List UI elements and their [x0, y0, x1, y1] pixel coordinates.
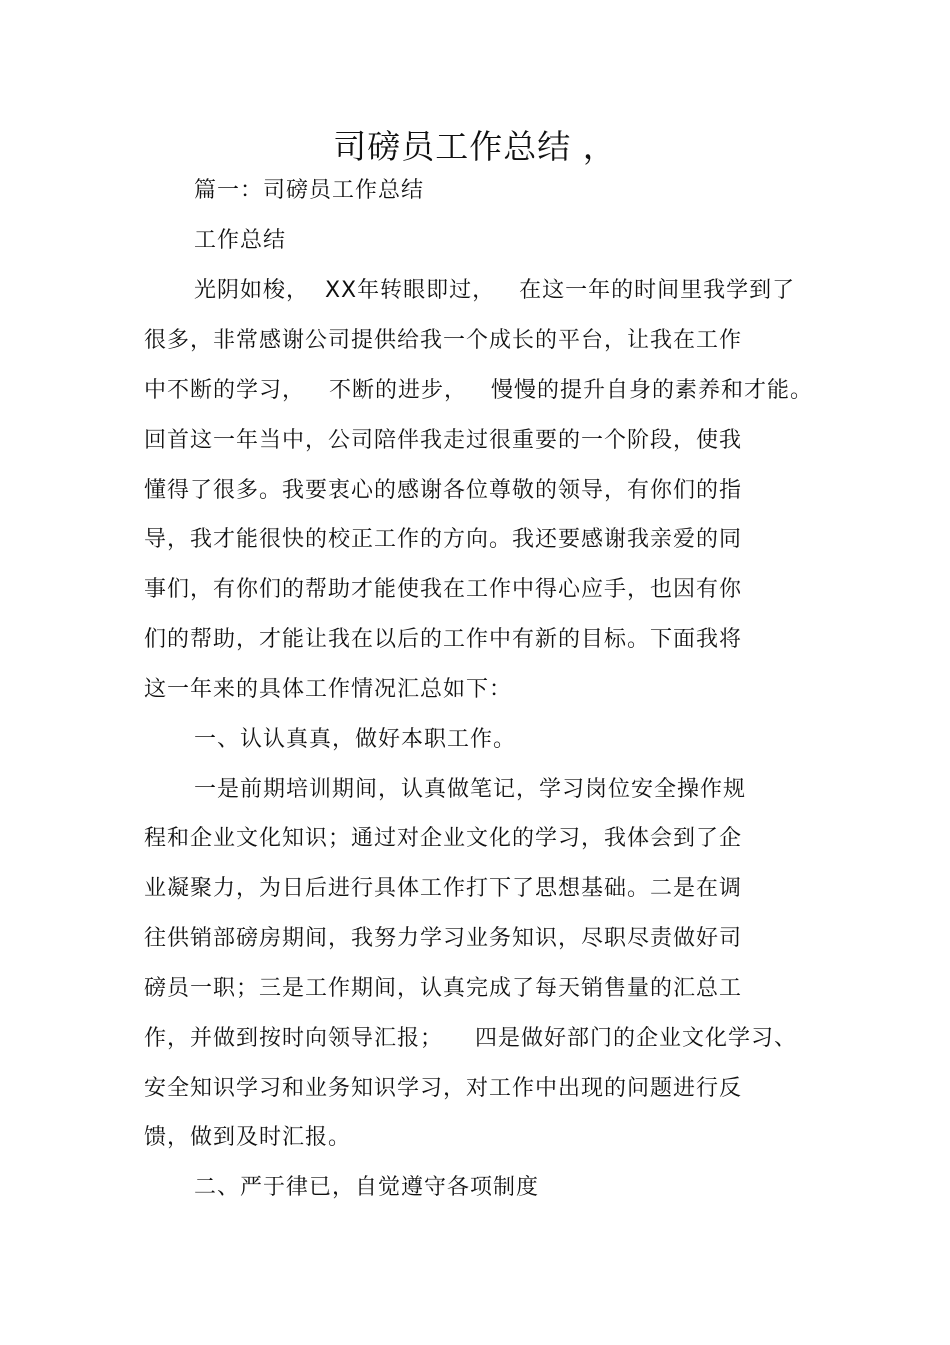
paragraph-line: 光阴如梭， XX年转眼即过， 在这一年的时间里我学到了 [194, 278, 796, 303]
paragraph-line: 很多，非常感谢公司提供给我一个成长的平台，让我在工作 [144, 328, 743, 353]
paragraph-line: 事们，有你们的帮助才能使我在工作中得心应手，也因有你 [144, 577, 743, 602]
paragraph-line: 作，并做到按时向领导汇报； 四是做好部门的企业文化学习、 [144, 1026, 797, 1051]
document-title: 司磅员工作总结 ， [333, 127, 617, 166]
paragraph-line: 回首这一年当中，公司陪伴我走过很重要的一个阶段，使我 [144, 428, 743, 453]
sub-heading: 工作总结 [194, 228, 287, 253]
paragraph-line: 业凝聚力，为日后进行具体工作打下了思想基础。二是在调 [144, 876, 743, 901]
paragraph-line: 安全知识学习和业务知识学习，对工作中出现的问题进行反 [144, 1076, 743, 1101]
paragraph-line: 中不断的学习， 不断的进步， 慢慢的提升自身的素养和才能。 [144, 378, 813, 403]
paragraph-line: 磅员一职；三是工作期间，认真完成了每天销售量的汇总工 [144, 976, 743, 1001]
numbered-heading: 一、认认真真，做好本职工作。 [194, 727, 517, 752]
paragraph-line: 导，我才能很快的校正工作的方向。我还要感谢我亲爱的同 [144, 527, 743, 552]
paragraph-line: 馈，做到及时汇报。 [144, 1125, 352, 1150]
paragraph-line: 们的帮助，才能让我在以后的工作中有新的目标。下面我将 [144, 627, 743, 652]
section-heading-1: 篇一：司磅员工作总结 [194, 178, 425, 203]
paragraph-line: 懂得了很多。我要衷心的感谢各位尊敬的领导，有你们的指 [144, 478, 743, 503]
paragraph-line: 一是前期培训期间，认真做笔记，学习岗位安全操作规 [194, 777, 747, 802]
paragraph-line: 往供销部磅房期间，我努力学习业务知识，尽职尽责做好司 [144, 926, 743, 951]
numbered-heading: 二、严于律已，自觉遵守各项制度 [194, 1175, 540, 1200]
paragraph-line: 程和企业文化知识；通过对企业文化的学习，我体会到了企 [144, 826, 743, 851]
paragraph-line: 这一年来的具体工作情况汇总如下： [144, 677, 513, 702]
